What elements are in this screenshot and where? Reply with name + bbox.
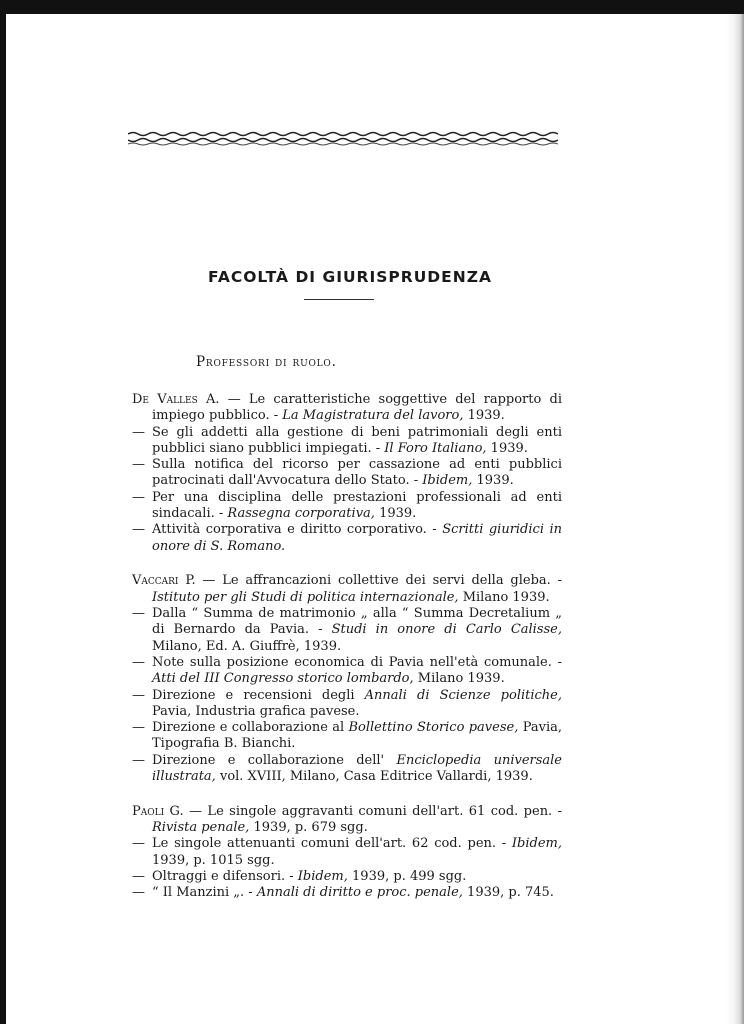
bibliography-entry	[132, 688, 562, 721]
entry-text: Direzione e collaborazione al	[152, 720, 345, 736]
entry-year: Milano, Ed. A. Giuffrè, 1939.	[152, 638, 342, 654]
entry-source: Rassegna corporativa,	[227, 506, 375, 522]
entry-year: 1939, p. 745.	[467, 885, 554, 901]
entry-source: Annali di Scienze politiche,	[364, 687, 562, 703]
bibliography-entry	[132, 392, 562, 425]
section-heading: Professori di ruolo.	[196, 354, 337, 370]
entry-text: Attività corporativa e diritto corporativo. -	[152, 522, 437, 538]
entry-year: 1939, p. 1015 sgg.	[152, 852, 275, 868]
entry-source: Atti del III Congresso storico lombardo,	[152, 671, 414, 687]
entry-year: Pavia, Tipografia B. Bianchi.	[152, 720, 562, 752]
entry-dash: —	[132, 869, 145, 885]
entry-source: Istituto per gli Studi di politica internazionale,	[152, 589, 459, 605]
entry-source: Bollettino Storico pavese,	[348, 720, 519, 736]
entry-source: Rivista penale,	[152, 820, 250, 836]
entry-text: Direzione e recensioni degli	[152, 687, 355, 703]
entry-year: 1939, p. 499 sgg.	[352, 869, 467, 885]
bibliography-entry	[132, 804, 562, 837]
entry-dash: —	[132, 457, 145, 473]
entry-dash: —	[132, 720, 145, 736]
bibliography-entry	[132, 836, 562, 869]
bibliography-entry	[132, 522, 562, 555]
page-title: FACOLTÀ DI GIURISPRUDENZA	[208, 268, 492, 286]
entry-dash: —	[132, 752, 145, 768]
entry-year: Milano 1939.	[462, 589, 550, 605]
decorative-ornament	[128, 130, 558, 148]
author-block	[132, 804, 562, 902]
entry-year: 1939, p. 679 sgg.	[253, 820, 368, 836]
scan-left-edge	[0, 0, 6, 1024]
entry-source: Studi in onore di Carlo Calisse,	[331, 622, 563, 638]
bibliography-entry	[132, 606, 562, 655]
entry-source: Enciclopedia universale illustrata,	[152, 752, 563, 785]
entry-text: — Le caratteristiche soggettive del rapporto di impiego pubblico. -	[152, 392, 562, 424]
author-name: Paoli G.	[132, 803, 184, 819]
entry-source: La Magistratura del lavoro,	[282, 408, 464, 424]
entry-source: Scritti giuridici in onore di S. Romano.	[152, 522, 562, 554]
entry-dash: —	[132, 885, 145, 901]
entry-source: Ibidem,	[422, 473, 473, 489]
entry-text: Le singole attenuanti comuni dell'art. 62 cod. pen. -	[152, 836, 507, 852]
entry-year: 1939.	[476, 473, 514, 489]
entry-dash: —	[132, 687, 145, 703]
entry-source: Il Foro Italiano,	[384, 440, 487, 456]
entry-year: 1939.	[490, 440, 528, 456]
bibliography-entry	[132, 655, 562, 688]
entry-text: Sulla notifica del ricorso per cassazione ad enti pubblici patrocinati dall'Avvocatura dello Stato. -	[152, 457, 562, 489]
author-block	[132, 392, 562, 555]
bibliography-entry	[132, 720, 562, 753]
bibliography-entry	[132, 425, 562, 458]
entry-year: vol. XVIII, Milano, Casa Editrice Vallardi, 1939.	[219, 769, 533, 785]
entry-year: Pavia, Industria grafica pavese.	[152, 703, 360, 719]
title-rule	[304, 299, 374, 300]
entry-dash: —	[132, 424, 145, 440]
entry-text: “ Il Manzini „. -	[152, 885, 253, 901]
author-name: Vaccari P.	[132, 573, 196, 589]
bibliography-entry	[132, 753, 562, 786]
entry-dash: —	[132, 606, 145, 622]
entry-text: — Le affrancazioni collettive dei servi della gleba. -	[202, 573, 563, 589]
entry-dash: —	[132, 522, 145, 538]
author-block	[132, 573, 562, 785]
author-name: De Valles A.	[132, 392, 220, 407]
entry-text: — Le singole aggravanti comuni dell'art. 61 cod. pen. -	[189, 803, 562, 819]
bibliography-entry	[132, 490, 562, 523]
entry-year: 1939.	[467, 408, 505, 424]
entry-year: 1939.	[379, 506, 417, 522]
entry-dash: —	[132, 489, 145, 505]
entry-text: Se gli addetti alla gestione di beni patrimoniali degli enti pubblici siano pubblici impiegati. -	[152, 424, 562, 456]
entry-dash: —	[132, 654, 145, 670]
bibliography-entry	[132, 457, 562, 490]
bibliography	[132, 392, 562, 920]
entry-text: Direzione e collaborazione dell'	[152, 752, 385, 768]
entry-source: Ibidem,	[297, 869, 348, 885]
entry-text: Per una disciplina delle prestazioni professionali ad enti sindacali. -	[152, 489, 562, 522]
entry-text: Oltraggi e difensori. -	[152, 869, 294, 885]
bibliography-entry	[132, 573, 562, 606]
entry-dash: —	[132, 836, 145, 852]
entry-text: Note sulla posizione economica di Pavia nell'età comunale. -	[152, 654, 562, 670]
scan-right-edge	[726, 14, 744, 1024]
bibliography-entry	[132, 869, 562, 885]
entry-year: Milano 1939.	[417, 671, 505, 687]
entry-source: Ibidem,	[511, 836, 562, 852]
scan-top-edge	[0, 0, 744, 14]
entry-source: Annali di diritto e proc. penale,	[256, 885, 463, 901]
bibliography-entry	[132, 885, 562, 901]
entry-text: Dalla “ Summa de matrimonio „ alla “ Summa Decretalium „ di Bernardo da Pavia. -	[152, 606, 562, 638]
